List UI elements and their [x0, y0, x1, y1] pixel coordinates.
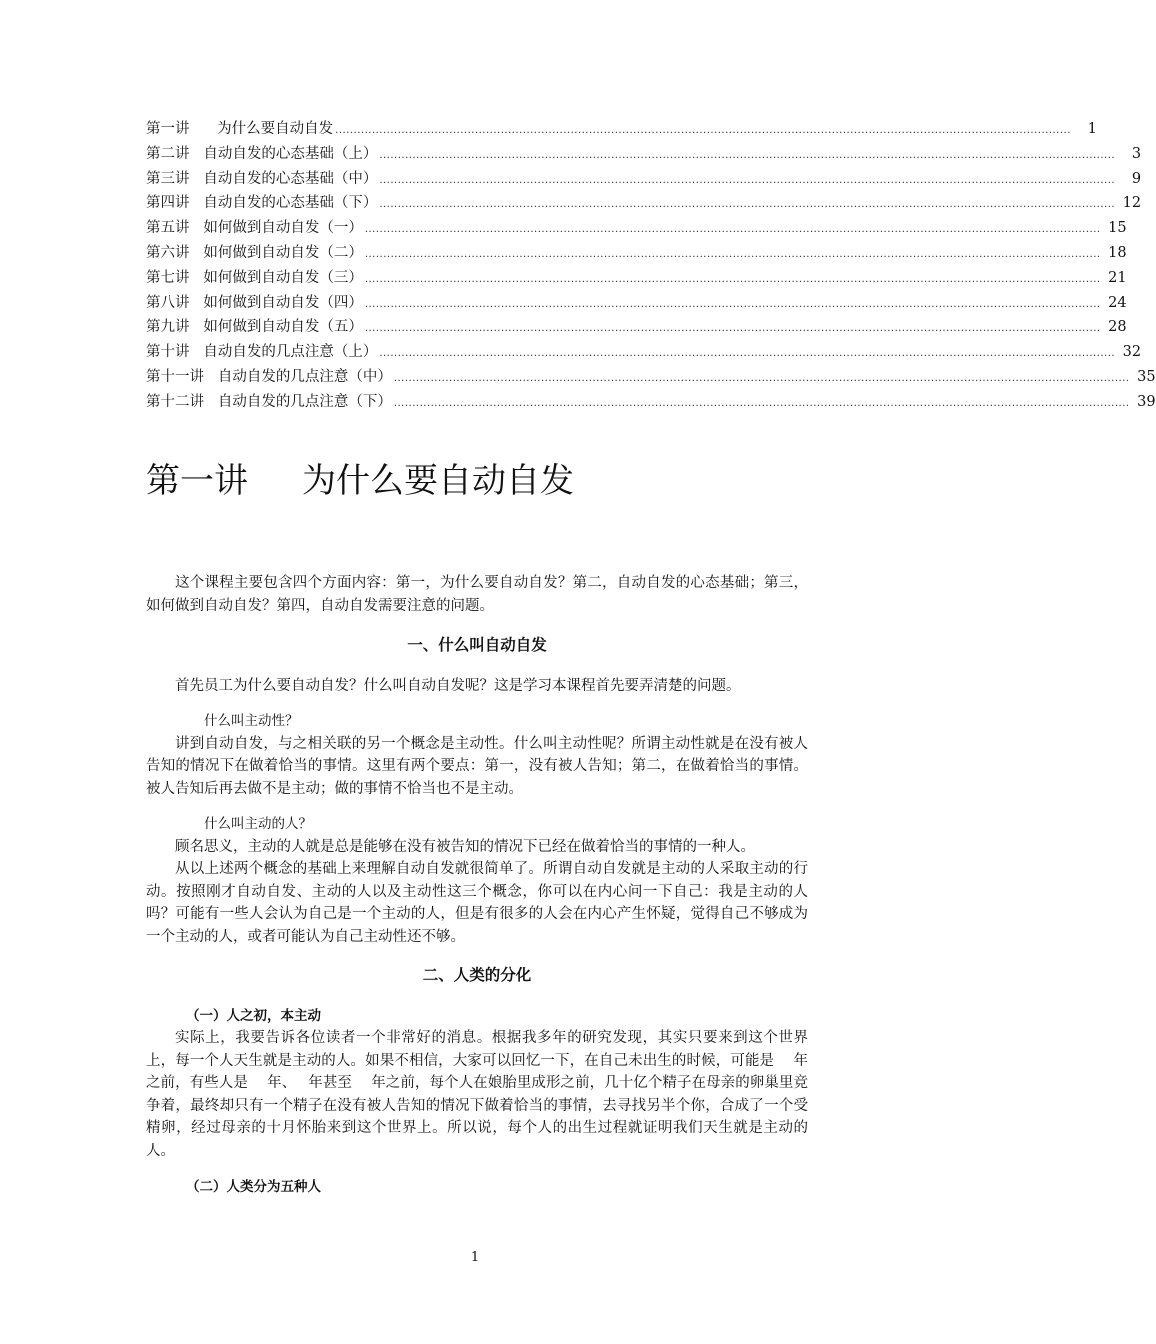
paragraph: 顾名思义，主动的人就是总是能够在没有被告知的情况下已经在做着恰当的事情的一种人。 [175, 838, 755, 855]
toc-leader-dots: ........................................................................................................................................................................................................ [364, 224, 1101, 236]
toc-entry-title: 如何做到自动自发（二） [203, 244, 363, 261]
toc-entry-title: 为什么要自动自发 [217, 121, 334, 137]
toc-entry-page: 39 [1137, 393, 1156, 410]
toc-entry-gap [190, 315, 204, 340]
toc-leader-dots: ........................................................................................................................................................................................................ [393, 397, 1130, 409]
toc-entry-number: 第十一讲 [146, 368, 204, 385]
toc-entry[interactable] [146, 191, 1142, 216]
paragraph: 从以上述两个概念的基础上来理解自动自发就很简单了。所谓自动自发就是主动的人采取主动的行动。按照刚才自动自发、主动的人以及主动性这三个概念，你可以在内心问一下自己：我是主动的人吗？可能有一些人会认为自己是一个主动的人，但是有很多的人会在内心产生怀疑，觉得自己不够成为一个主动的人，或者可能认为自己主动性还不够。 [146, 861, 808, 945]
toc-leader-dots: ........................................................................................................................................................................................................ [379, 149, 1116, 161]
toc-entry-page: 3 [1131, 145, 1142, 162]
toc-leader-dots: ........................................................................................................................................................................................................ [393, 372, 1130, 384]
toc-entry-page: 24 [1108, 294, 1127, 311]
chapter-title [146, 457, 574, 505]
toc-entry-number: 第三讲 [146, 170, 190, 187]
chapter-number: 第一讲 [146, 461, 248, 501]
section-heading: 二、人类的分化 [422, 966, 532, 984]
toc-entry-number: 第十讲 [146, 344, 190, 361]
toc-entry-gap [190, 266, 204, 291]
toc-entry[interactable] [146, 315, 1127, 340]
toc-entry-number: 第六讲 [146, 244, 190, 261]
toc-entry-title: 如何做到自动自发（四） [203, 294, 363, 311]
toc-entry-title: 如何做到自动自发（五） [203, 319, 363, 336]
toc-entry-page: 1 [1087, 121, 1097, 137]
toc-entry-title: 自动自发的几点注意（下） [217, 393, 392, 410]
toc-leader-dots: ........................................................................................................................................................................................................ [364, 298, 1101, 310]
document-body [146, 572, 808, 1199]
toc-entry-gap [190, 142, 204, 167]
toc-entry-gap [204, 365, 218, 390]
toc-entry-title: 自动自发的心态基础（中） [203, 170, 378, 187]
toc-entry-page: 21 [1108, 269, 1127, 286]
toc-entry[interactable] [146, 266, 1127, 291]
toc-entry-page: 35 [1137, 368, 1156, 385]
toc-entry-title: 自动自发的心态基础（下） [203, 195, 378, 212]
toc-leader-dots: ........................................................................................................................................................................................................ [379, 348, 1116, 360]
toc-entry-number: 第一讲 [146, 121, 190, 137]
toc-entry-number: 第七讲 [146, 269, 190, 286]
paragraph: 实际上，我要告诉各位读者一个非常好的消息。根据我多年的研究发现，其实只要来到这个世界上，每一个人天生就是主动的人。如果不相信，大家可以回忆一下，在自己未出生的时候，可能是 年之前，有些人是 年、 年甚至 年之前，每个人在娘胎里成形之前，几十亿个精子在母亲的卵巢里竞争着，最终却只有一个精子在没有被人告知的情况下做着恰当的事情，去寻找另半个你，合成了一个受精卵，经过母亲的十月怀胎来到这个世界上。所以说，每个人的出生过程就证明我们天生就是主动的人。 [146, 1030, 808, 1159]
toc-entry[interactable] [146, 390, 1156, 415]
toc-entry-number: 第八讲 [146, 294, 190, 311]
toc-entry-page: 28 [1108, 319, 1127, 336]
toc-leader-dots: ........................................................................................................................................................................................................ [379, 174, 1116, 186]
toc-entry-number: 第五讲 [146, 220, 190, 237]
toc-entry-title: 自动自发的几点注意（上） [203, 344, 378, 361]
toc-leader-dots: ........................................................................................................................................................................................................ [364, 323, 1101, 335]
page-number: 1 [470, 1250, 480, 1265]
toc-entry[interactable] [146, 241, 1127, 266]
toc-leader-dots: ........................................................................................................................................................................................................ [335, 125, 1071, 136]
section-heading: 一、什么叫自动自发 [407, 636, 547, 654]
toc-entry[interactable] [146, 340, 1142, 365]
toc-entry-gap [190, 241, 204, 266]
toc-entry-gap [190, 291, 204, 316]
toc-leader-dots: ........................................................................................................................................................................................................ [379, 199, 1116, 211]
toc-entry-page: 18 [1108, 244, 1127, 261]
intro-paragraph: 这个课程主要包含四个方面内容：第一，为什么要自动自发？第二，自动自发的心态基础；第三，如何做到自动自发？第四，自动自发需要注意的问题。 [146, 575, 808, 614]
toc-entry-number: 第十二讲 [146, 393, 204, 410]
toc-entry-gap [190, 340, 204, 365]
toc-entry-gap [190, 117, 218, 142]
toc-entry-page: 32 [1122, 344, 1142, 361]
toc-entry[interactable] [146, 117, 1097, 142]
subsection-heading: （二）人类分为五种人 [186, 1179, 321, 1195]
paragraph: 讲到自动自发，与之相关联的另一个概念是主动性。什么叫主动性呢？所谓主动性就是在没有被人告知的情况下在做着恰当的事情。这里有两个要点：第一，没有被人告知；第二，在做着恰当的事情。被人告知后再去做不是主动；做的事情不恰当也不是主动。 [146, 735, 808, 797]
toc-entry-number: 第四讲 [146, 195, 190, 212]
toc-entry-title: 如何做到自动自发（一） [203, 220, 363, 237]
toc-entry-page: 12 [1122, 195, 1142, 212]
toc-entry-page: 15 [1108, 220, 1127, 237]
toc-entry[interactable] [146, 142, 1142, 167]
toc-entry-gap [190, 216, 204, 241]
toc-entry-page: 9 [1131, 170, 1142, 187]
paragraph: 首先员工为什么要自动自发？什么叫自动自发呢？这是学习本课程首先要弄清楚的问题。 [175, 677, 741, 694]
toc-leader-dots: ........................................................................................................................................................................................................ [364, 273, 1101, 285]
toc-entry-title: 自动自发的心态基础（上） [203, 145, 378, 162]
toc-entry-gap [204, 390, 218, 415]
toc-entry[interactable] [146, 216, 1127, 241]
toc-entry[interactable] [146, 365, 1156, 390]
question-heading: 什么叫主动性？ [204, 713, 299, 729]
toc-entry-number: 第二讲 [146, 145, 190, 162]
chapter-heading: 为什么要自动自发 [302, 461, 574, 501]
toc-leader-dots: ........................................................................................................................................................................................................ [364, 248, 1101, 260]
toc-entry-gap [190, 191, 204, 216]
toc-entry-number: 第九讲 [146, 319, 190, 336]
toc-entry[interactable] [146, 167, 1142, 192]
table-of-contents [146, 117, 1156, 415]
question-heading: 什么叫主动的人？ [204, 816, 312, 832]
toc-entry-title: 自动自发的几点注意（中） [217, 368, 392, 385]
toc-entry-gap [190, 167, 204, 192]
toc-entry-title: 如何做到自动自发（三） [203, 269, 363, 286]
toc-entry[interactable] [146, 291, 1127, 316]
subsection-heading: （一）人之初，本主动 [186, 1007, 321, 1024]
